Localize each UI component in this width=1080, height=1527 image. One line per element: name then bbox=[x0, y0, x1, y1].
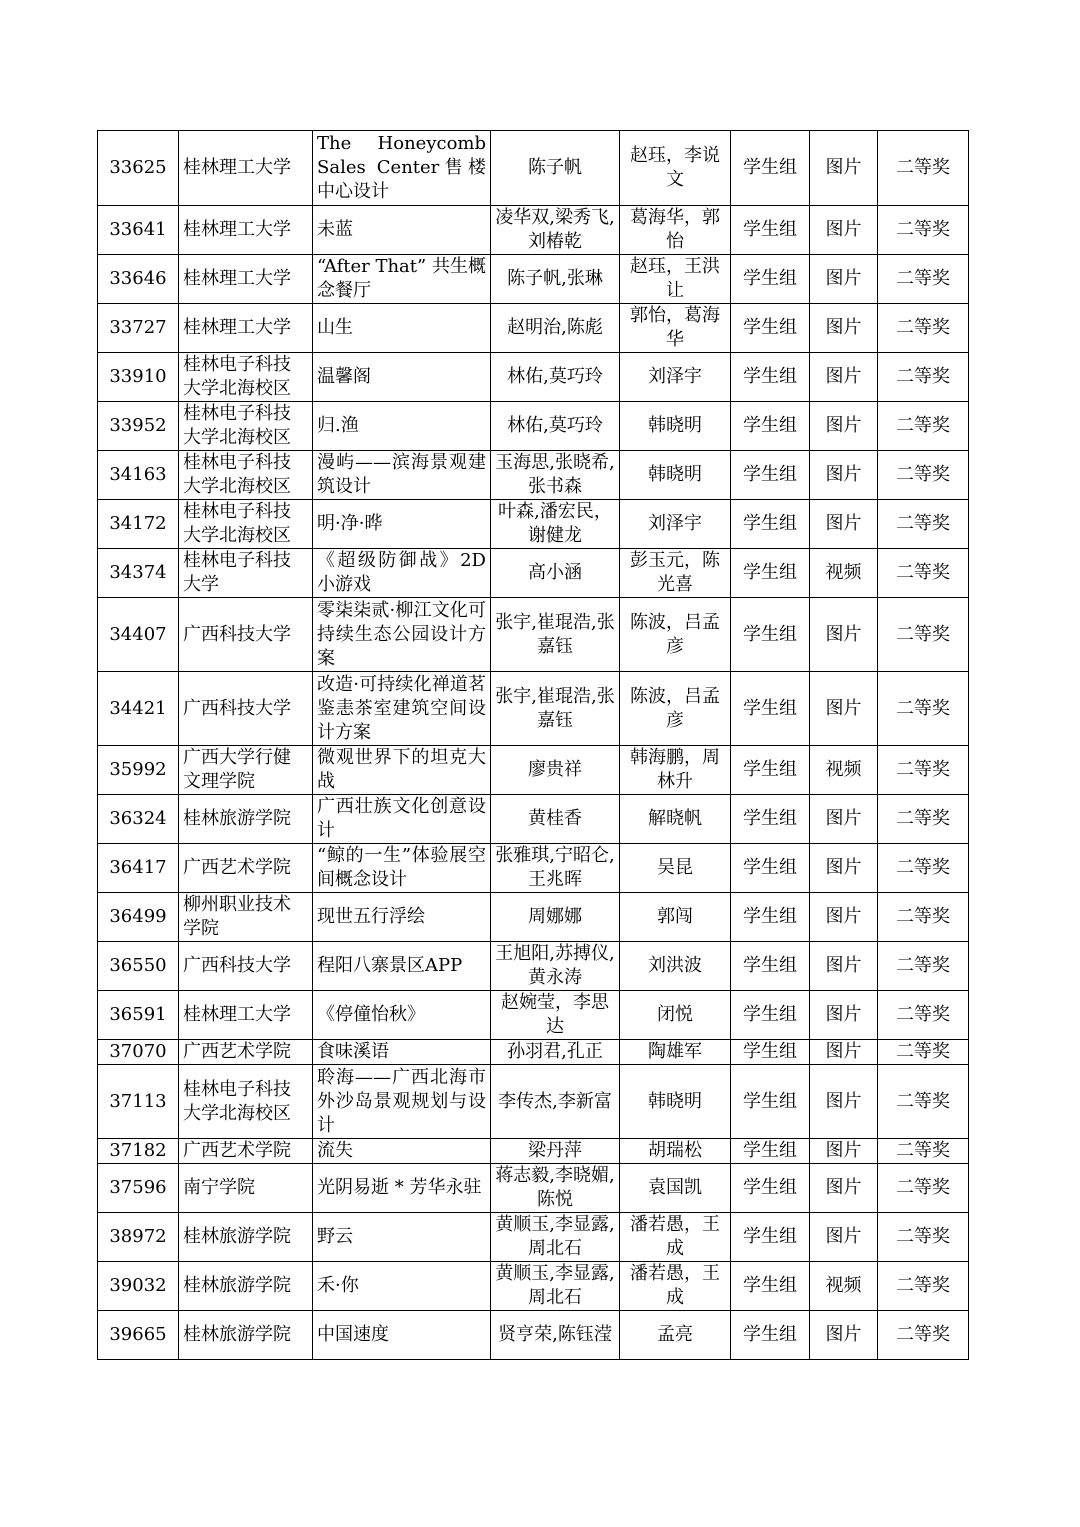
advisor-cell: 韩海鹏，周林升 bbox=[620, 746, 731, 795]
entry-id-cell: 36417 bbox=[98, 844, 179, 893]
advisor-cell: 赵珏，李说文 bbox=[620, 131, 731, 206]
authors-cell: 张宇,崔琨浩,张嘉钰 bbox=[491, 672, 620, 746]
entry-id-cell: 36591 bbox=[98, 991, 179, 1040]
school-cell: 广西艺术学院 bbox=[179, 1040, 313, 1065]
table-row bbox=[98, 672, 969, 746]
school-cell: 桂林电子科技大学北海校区 bbox=[179, 353, 313, 402]
school-cell: 桂林电子科技大学 bbox=[179, 549, 313, 598]
award-cell: 二等奖 bbox=[878, 942, 969, 991]
group-cell: 学生组 bbox=[731, 1040, 810, 1065]
work-title-cell: 野云 bbox=[313, 1213, 491, 1262]
school-cell: 广西大学行健文理学院 bbox=[179, 746, 313, 795]
award-cell: 二等奖 bbox=[878, 549, 969, 598]
entry-id-cell: 39032 bbox=[98, 1262, 179, 1311]
entry-id-cell: 36550 bbox=[98, 942, 179, 991]
awards-table bbox=[97, 130, 969, 1360]
table-row bbox=[98, 1040, 969, 1065]
group-cell: 学生组 bbox=[731, 549, 810, 598]
type-cell: 图片 bbox=[810, 206, 878, 255]
advisor-cell: 吴昆 bbox=[620, 844, 731, 893]
award-cell: 二等奖 bbox=[878, 1262, 969, 1311]
award-cell: 二等奖 bbox=[878, 500, 969, 549]
award-cell: 二等奖 bbox=[878, 893, 969, 942]
table-row bbox=[98, 451, 969, 500]
table-row bbox=[98, 1262, 969, 1311]
table-row bbox=[98, 844, 969, 893]
group-cell: 学生组 bbox=[731, 353, 810, 402]
table-row bbox=[98, 991, 969, 1040]
school-cell: 桂林电子科技大学北海校区 bbox=[179, 402, 313, 451]
authors-cell: 陈子帆,张琳 bbox=[491, 255, 620, 304]
type-cell: 图片 bbox=[810, 304, 878, 353]
award-cell: 二等奖 bbox=[878, 131, 969, 206]
school-cell: 柳州职业技术学院 bbox=[179, 893, 313, 942]
award-cell: 二等奖 bbox=[878, 1213, 969, 1262]
type-cell: 图片 bbox=[810, 1065, 878, 1139]
group-cell: 学生组 bbox=[731, 131, 810, 206]
advisor-cell: 陈波，吕孟彦 bbox=[620, 598, 731, 672]
type-cell: 图片 bbox=[810, 353, 878, 402]
work-title-cell: 程阳八寨景区APP bbox=[313, 942, 491, 991]
advisor-cell: 韩晓明 bbox=[620, 451, 731, 500]
group-cell: 学生组 bbox=[731, 795, 810, 844]
advisor-cell: 潘若愚，王成 bbox=[620, 1262, 731, 1311]
type-cell: 视频 bbox=[810, 1262, 878, 1311]
group-cell: 学生组 bbox=[731, 598, 810, 672]
work-title-cell: 未蓝 bbox=[313, 206, 491, 255]
award-cell: 二等奖 bbox=[878, 795, 969, 844]
table-row bbox=[98, 500, 969, 549]
advisor-cell: 孟亮 bbox=[620, 1311, 731, 1360]
authors-cell: 林佑,莫巧玲 bbox=[491, 353, 620, 402]
work-title-cell: 禾·你 bbox=[313, 1262, 491, 1311]
entry-id-cell: 34172 bbox=[98, 500, 179, 549]
entry-id-cell: 39665 bbox=[98, 1311, 179, 1360]
work-title-cell: 《停僮怡秋》 bbox=[313, 991, 491, 1040]
school-cell: 桂林理工大学 bbox=[179, 304, 313, 353]
advisor-cell: 葛海华，郭怡 bbox=[620, 206, 731, 255]
school-cell: 南宁学院 bbox=[179, 1164, 313, 1213]
type-cell: 图片 bbox=[810, 844, 878, 893]
advisor-cell: 陈波，吕孟彦 bbox=[620, 672, 731, 746]
authors-cell: 高小涵 bbox=[491, 549, 620, 598]
authors-cell: 孙羽君,孔正 bbox=[491, 1040, 620, 1065]
advisor-cell: 陶雄军 bbox=[620, 1040, 731, 1065]
authors-cell: 叶森,潘宏民，谢健龙 bbox=[491, 500, 620, 549]
awards-table-body bbox=[98, 131, 969, 1360]
entry-id-cell: 36324 bbox=[98, 795, 179, 844]
award-cell: 二等奖 bbox=[878, 1040, 969, 1065]
group-cell: 学生组 bbox=[731, 942, 810, 991]
authors-cell: 蒋志毅,李晓媚,陈悦 bbox=[491, 1164, 620, 1213]
type-cell: 图片 bbox=[810, 672, 878, 746]
advisor-cell: 刘泽宇 bbox=[620, 353, 731, 402]
entry-id-cell: 37596 bbox=[98, 1164, 179, 1213]
authors-cell: 黄桂香 bbox=[491, 795, 620, 844]
school-cell: 广西艺术学院 bbox=[179, 844, 313, 893]
type-cell: 图片 bbox=[810, 942, 878, 991]
type-cell: 图片 bbox=[810, 500, 878, 549]
group-cell: 学生组 bbox=[731, 672, 810, 746]
work-title-cell: 归.渔 bbox=[313, 402, 491, 451]
advisor-cell: 赵珏，王洪让 bbox=[620, 255, 731, 304]
group-cell: 学生组 bbox=[731, 991, 810, 1040]
work-title-cell: 流失 bbox=[313, 1139, 491, 1164]
entry-id-cell: 37182 bbox=[98, 1139, 179, 1164]
award-cell: 二等奖 bbox=[878, 598, 969, 672]
advisor-cell: 解晓帆 bbox=[620, 795, 731, 844]
award-cell: 二等奖 bbox=[878, 1311, 969, 1360]
advisor-cell: 郭怡，葛海华 bbox=[620, 304, 731, 353]
award-cell: 二等奖 bbox=[878, 353, 969, 402]
authors-cell: 张雅琪,宁昭仑,王兆晖 bbox=[491, 844, 620, 893]
entry-id-cell: 37070 bbox=[98, 1040, 179, 1065]
school-cell: 桂林旅游学院 bbox=[179, 1311, 313, 1360]
group-cell: 学生组 bbox=[731, 1065, 810, 1139]
group-cell: 学生组 bbox=[731, 746, 810, 795]
type-cell: 图片 bbox=[810, 402, 878, 451]
table-row bbox=[98, 1139, 969, 1164]
school-cell: 桂林旅游学院 bbox=[179, 1262, 313, 1311]
award-cell: 二等奖 bbox=[878, 844, 969, 893]
school-cell: 广西艺术学院 bbox=[179, 1139, 313, 1164]
entry-id-cell: 33625 bbox=[98, 131, 179, 206]
group-cell: 学生组 bbox=[731, 1139, 810, 1164]
group-cell: 学生组 bbox=[731, 1262, 810, 1311]
type-cell: 图片 bbox=[810, 893, 878, 942]
award-cell: 二等奖 bbox=[878, 255, 969, 304]
entry-id-cell: 33646 bbox=[98, 255, 179, 304]
entry-id-cell: 33952 bbox=[98, 402, 179, 451]
entry-id-cell: 33727 bbox=[98, 304, 179, 353]
school-cell: 广西科技大学 bbox=[179, 598, 313, 672]
type-cell: 图片 bbox=[810, 1139, 878, 1164]
table-row bbox=[98, 402, 969, 451]
authors-cell: 张宇,崔琨浩,张嘉钰 bbox=[491, 598, 620, 672]
type-cell: 图片 bbox=[810, 451, 878, 500]
award-cell: 二等奖 bbox=[878, 1164, 969, 1213]
award-cell: 二等奖 bbox=[878, 451, 969, 500]
work-title-cell: 聆海——广西北海市外沙岛景观规划与设计 bbox=[313, 1065, 491, 1139]
work-title-cell: 中国速度 bbox=[313, 1311, 491, 1360]
entry-id-cell: 38972 bbox=[98, 1213, 179, 1262]
group-cell: 学生组 bbox=[731, 500, 810, 549]
entry-id-cell: 34407 bbox=[98, 598, 179, 672]
table-row bbox=[98, 893, 969, 942]
advisor-cell: 刘泽宇 bbox=[620, 500, 731, 549]
authors-cell: 梁丹萍 bbox=[491, 1139, 620, 1164]
group-cell: 学生组 bbox=[731, 402, 810, 451]
work-title-cell: 食味溪语 bbox=[313, 1040, 491, 1065]
group-cell: 学生组 bbox=[731, 1213, 810, 1262]
table-row bbox=[98, 598, 969, 672]
entry-id-cell: 34163 bbox=[98, 451, 179, 500]
authors-cell: 周娜娜 bbox=[491, 893, 620, 942]
advisor-cell: 韩晓明 bbox=[620, 1065, 731, 1139]
table-row bbox=[98, 942, 969, 991]
type-cell: 图片 bbox=[810, 1040, 878, 1065]
authors-cell: 陈子帆 bbox=[491, 131, 620, 206]
authors-cell: 王旭阳,苏搏仪,黄永涛 bbox=[491, 942, 620, 991]
school-cell: 桂林理工大学 bbox=[179, 206, 313, 255]
table-row bbox=[98, 1164, 969, 1213]
type-cell: 图片 bbox=[810, 795, 878, 844]
award-cell: 二等奖 bbox=[878, 746, 969, 795]
group-cell: 学生组 bbox=[731, 844, 810, 893]
award-cell: 二等奖 bbox=[878, 991, 969, 1040]
school-cell: 广西科技大学 bbox=[179, 672, 313, 746]
table-row bbox=[98, 549, 969, 598]
school-cell: 桂林理工大学 bbox=[179, 991, 313, 1040]
award-cell: 二等奖 bbox=[878, 304, 969, 353]
group-cell: 学生组 bbox=[731, 304, 810, 353]
type-cell: 图片 bbox=[810, 1164, 878, 1213]
work-title-cell: 山生 bbox=[313, 304, 491, 353]
school-cell: 桂林理工大学 bbox=[179, 255, 313, 304]
entry-id-cell: 34421 bbox=[98, 672, 179, 746]
table-row bbox=[98, 1065, 969, 1139]
authors-cell: 黄顺玉,李显露,周北石 bbox=[491, 1213, 620, 1262]
work-title-cell: 零柒柒贰·柳江文化可持续生态公园设计方案 bbox=[313, 598, 491, 672]
entry-id-cell: 36499 bbox=[98, 893, 179, 942]
work-title-cell: 《超级防御战》2D小游戏 bbox=[313, 549, 491, 598]
type-cell: 图片 bbox=[810, 991, 878, 1040]
table-row bbox=[98, 255, 969, 304]
group-cell: 学生组 bbox=[731, 451, 810, 500]
school-cell: 桂林旅游学院 bbox=[179, 1213, 313, 1262]
type-cell: 视频 bbox=[810, 746, 878, 795]
school-cell: 桂林旅游学院 bbox=[179, 795, 313, 844]
table-row bbox=[98, 131, 969, 206]
work-title-cell: 广西壮族文化创意设计 bbox=[313, 795, 491, 844]
work-title-cell: 光阴易逝 * 芳华永驻 bbox=[313, 1164, 491, 1213]
work-title-cell: 现世五行浮绘 bbox=[313, 893, 491, 942]
work-title-cell: 温馨阁 bbox=[313, 353, 491, 402]
work-title-cell: “鲸的一生”体验展空间概念设计 bbox=[313, 844, 491, 893]
school-cell: 广西科技大学 bbox=[179, 942, 313, 991]
authors-cell: 玉海思,张晓希,张书森 bbox=[491, 451, 620, 500]
advisor-cell: 彭玉元，陈光喜 bbox=[620, 549, 731, 598]
type-cell: 图片 bbox=[810, 1311, 878, 1360]
type-cell: 图片 bbox=[810, 255, 878, 304]
award-cell: 二等奖 bbox=[878, 402, 969, 451]
entry-id-cell: 33641 bbox=[98, 206, 179, 255]
award-cell: 二等奖 bbox=[878, 1139, 969, 1164]
table-row bbox=[98, 353, 969, 402]
work-title-cell: 微观世界下的坦克大战 bbox=[313, 746, 491, 795]
table-row bbox=[98, 795, 969, 844]
entry-id-cell: 33910 bbox=[98, 353, 179, 402]
authors-cell: 贤亨荣,陈钰滢 bbox=[491, 1311, 620, 1360]
award-cell: 二等奖 bbox=[878, 1065, 969, 1139]
group-cell: 学生组 bbox=[731, 1164, 810, 1213]
advisor-cell: 闭悦 bbox=[620, 991, 731, 1040]
school-cell: 桂林电子科技大学北海校区 bbox=[179, 500, 313, 549]
advisor-cell: 潘若愚，王成 bbox=[620, 1213, 731, 1262]
authors-cell: 廖贵祥 bbox=[491, 746, 620, 795]
type-cell: 图片 bbox=[810, 131, 878, 206]
award-cell: 二等奖 bbox=[878, 672, 969, 746]
authors-cell: 赵婉莹，李思达 bbox=[491, 991, 620, 1040]
authors-cell: 李传杰,李新富 bbox=[491, 1065, 620, 1139]
work-title-cell: The Honeycomb Sales Center售楼中心设计 bbox=[313, 131, 491, 206]
type-cell: 图片 bbox=[810, 1213, 878, 1262]
table-row bbox=[98, 1213, 969, 1262]
work-title-cell: 漫屿——滨海景观建筑设计 bbox=[313, 451, 491, 500]
type-cell: 视频 bbox=[810, 549, 878, 598]
advisor-cell: 韩晓明 bbox=[620, 402, 731, 451]
entry-id-cell: 35992 bbox=[98, 746, 179, 795]
authors-cell: 赵明治,陈彪 bbox=[491, 304, 620, 353]
work-title-cell: 明·净·晔 bbox=[313, 500, 491, 549]
work-title-cell: “After That” 共生概念餐厅 bbox=[313, 255, 491, 304]
type-cell: 图片 bbox=[810, 598, 878, 672]
award-cell: 二等奖 bbox=[878, 206, 969, 255]
group-cell: 学生组 bbox=[731, 206, 810, 255]
advisor-cell: 刘洪波 bbox=[620, 942, 731, 991]
school-cell: 桂林理工大学 bbox=[179, 131, 313, 206]
authors-cell: 黄顺玉,李显露,周北石 bbox=[491, 1262, 620, 1311]
school-cell: 桂林电子科技大学北海校区 bbox=[179, 451, 313, 500]
table-row bbox=[98, 304, 969, 353]
group-cell: 学生组 bbox=[731, 255, 810, 304]
work-title-cell: 改造·可持续化禅道茗鉴恚茶室建筑空间设计方案 bbox=[313, 672, 491, 746]
group-cell: 学生组 bbox=[731, 1311, 810, 1360]
entry-id-cell: 37113 bbox=[98, 1065, 179, 1139]
advisor-cell: 郭闯 bbox=[620, 893, 731, 942]
authors-cell: 凌华双,梁秀飞,刘椿乾 bbox=[491, 206, 620, 255]
table-row bbox=[98, 206, 969, 255]
authors-cell: 林佑,莫巧玲 bbox=[491, 402, 620, 451]
group-cell: 学生组 bbox=[731, 893, 810, 942]
advisor-cell: 袁国凯 bbox=[620, 1164, 731, 1213]
table-row bbox=[98, 746, 969, 795]
entry-id-cell: 34374 bbox=[98, 549, 179, 598]
table-row bbox=[98, 1311, 969, 1360]
school-cell: 桂林电子科技大学北海校区 bbox=[179, 1065, 313, 1139]
advisor-cell: 胡瑞松 bbox=[620, 1139, 731, 1164]
